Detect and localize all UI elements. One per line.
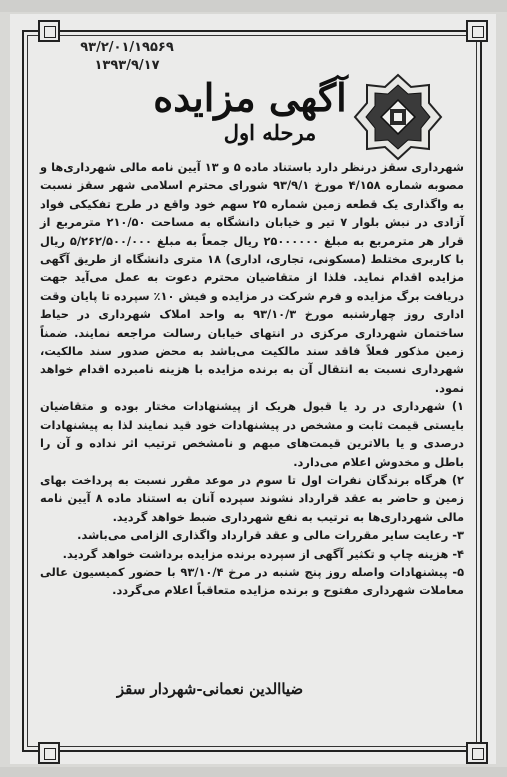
reference-number: ۹۳/۲/۰۱/۱۹۵۶۹ <box>80 40 174 55</box>
notice-title: آگهی مزایده <box>153 75 347 120</box>
notice-date: ۱۳۹۳/۹/۱۷ <box>94 58 160 73</box>
main-paragraph: شهرداری سقز درنظر دارد باستناد ماده ۵ و ۱۳ آیین نامه مالی شهرداری‌ها و مصوبه شماره ۴/۱۵۸ مورخ ۹۳/۹/۱ شورای محترم اسلامی شهر سقز نسبت به واگذاری یک قطعه زمین شماره ۲۵ سهم خود واقع در طرح تفکیکی فواد آزادی در نبش بلوار ۷ تیر و خیابان دانشگاه به مساحت ۲۱۰/۵۰ مترمربع از قرار هر مترمربع به مبلغ ۲۵۰۰۰۰۰۰ ریال جمعاً به مبلغ ۵/۲۶۲/۵۰۰/۰۰۰ ریال با کاربری مختلط (مسکونی، تجاری، اداری) ۱۸ متری دانشگاه از طریق آگهی مزایده اقدام نماید. فلذا از متقاضیان محترم دعوت به عمل می‌آید جهت دریافت برگ مزایده و فرم شرکت در مزایده و فیش ۱۰٪ سپرده تا پایان وقت اداری روز چهارشنبه مورخ ۹۳/۱۰/۳ به واحد املاک شهرداری در حیاط ساختمان شهرداری مرکزی در انتهای خیابان رسالت مراجعه نمایند. ضمناً زمین مذکور فعلاً فاقد سند مالکیت می‌باشد به محض صدور سند مالکیت، شهرداری نسبت به انتقال آن به برنده مزایده با هزینه نامبرده اقدام خواهد نمود. <box>40 160 464 395</box>
condition-1: ۱) شهرداری در رد یا قبول هریک از پیشنهادات مختار بوده و متقاضیان بایستی قیمت ثابت و مشخص در پیشنهادات خود قید نمایند لذا به پیشنهادات درصدی و یا بالاترین قیمت‌های مبهم و نامشخص ترتیب اثر نداده و آن را باطل و مخدوش اعلام می‌دارد. <box>40 399 464 469</box>
corner-ornament-top-right <box>466 20 488 42</box>
signature-line: ضیاالدین نعمانی-شهردار سقز <box>116 680 304 698</box>
condition-3: ۳- رعایت سایر مقررات مالی و عقد قرارداد واگذاری الزامی می‌باشد. <box>77 528 464 543</box>
newspaper-edge-bottom <box>0 767 507 777</box>
condition-5: ۵- پیشنهادات واصله روز پنج شنبه در مرخ ۹۳/۱۰/۴ با حضور کمیسیون عالی معاملات شهرداری مفتوح و برنده مزایده متعاقباً اعلام می‌گردد. <box>40 564 465 598</box>
corner-ornament-bottom-right <box>466 742 488 764</box>
notice-body <box>40 158 464 600</box>
corner-ornament-top-left <box>38 20 60 42</box>
condition-4: ۴- هزینه چاپ و تکثیر آگهی از سپرده برنده مزایده برداشت خواهد گردید. <box>62 546 464 561</box>
condition-2: ۲) هرگاه برندگان نفرات اول تا سوم در موعد مقرر نسبت به پرداخت بهای زمین و حاضر به عقد قرارداد نشوند سپرده آنان به استناد ماده ۸ آیین نامه مالی شهرداری‌ها به ترتیب به نفع شهرداری ضبط خواهد گردید. <box>40 472 464 524</box>
notice-subtitle: مرحله اول <box>223 120 317 145</box>
newspaper-edge-top <box>0 0 507 12</box>
corner-ornament-bottom-left <box>38 742 60 764</box>
